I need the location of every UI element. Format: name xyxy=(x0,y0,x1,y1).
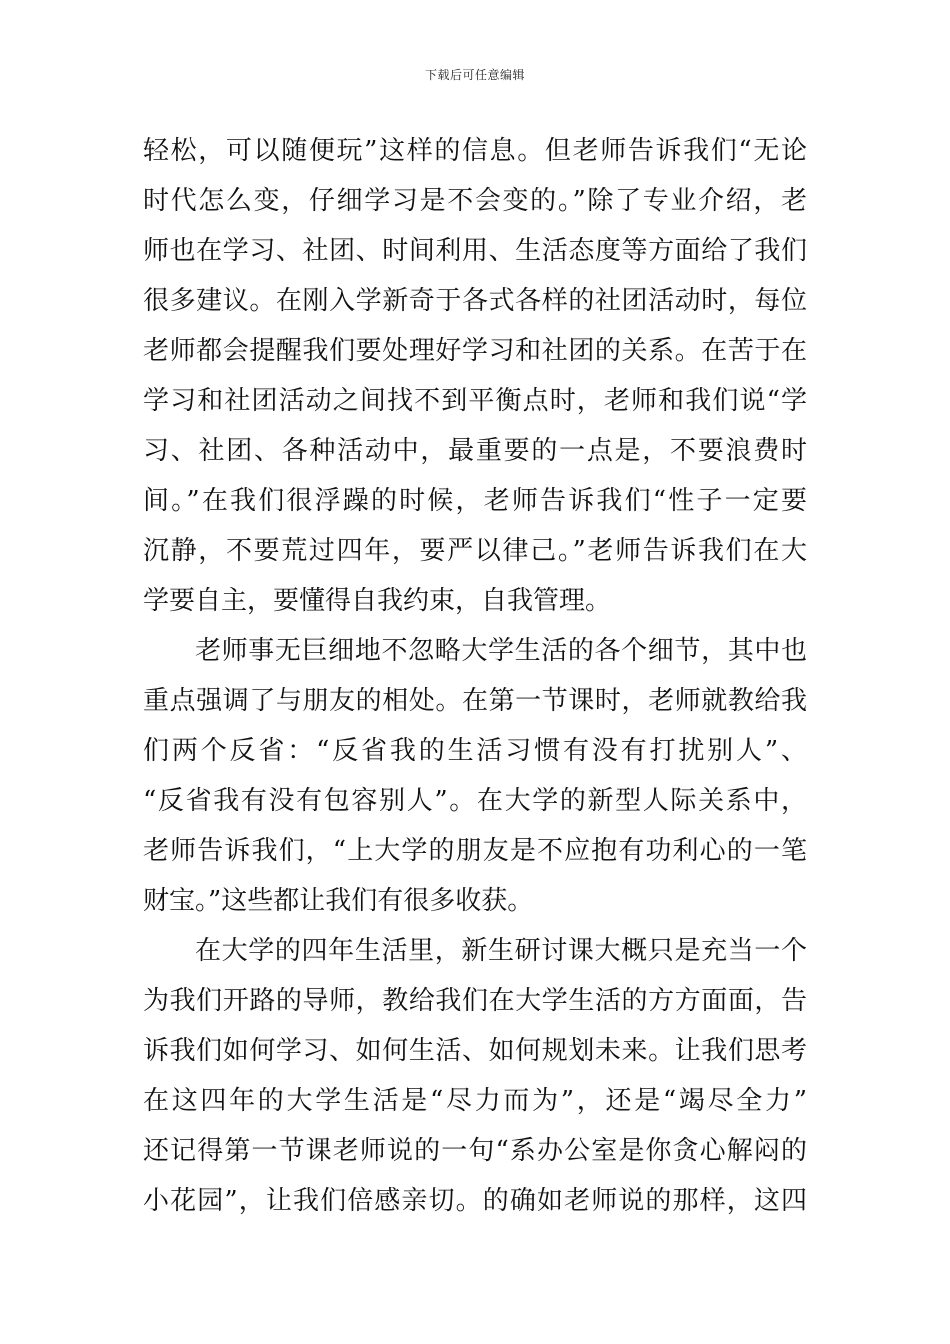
text-line: 还记得第一节课老师说的一句“系办公室是你贪心解闷的 xyxy=(143,1136,807,1166)
text-line: 时代怎么变，仔细学习是不会变的。”除了专业介绍，老 xyxy=(143,186,807,216)
paragraph-2 xyxy=(143,626,807,926)
text-line: 们两个反省：“反省我的生活习惯有没有打扰别人”、 xyxy=(143,736,807,766)
text-line: 老师事无巨细地不忽略大学生活的各个细节，其中也 xyxy=(195,636,807,666)
text-line: 习、社团、各种活动中，最重要的一点是，不要浪费时 xyxy=(143,436,807,466)
text-line: 学要自主，要懂得自我约束，自我管理。 xyxy=(143,586,612,616)
text-line: 学习和社团活动之间找不到平衡点时，老师和我们说“学 xyxy=(143,386,807,416)
text-line: 为我们开路的导师，教给我们在大学生活的方方面面，告 xyxy=(143,986,807,1016)
page-header: 下载后可任意编辑 xyxy=(424,68,525,82)
text-line: 在这四年的大学生活是“尽力而为”，还是“竭尽全力” xyxy=(143,1086,807,1116)
text-line: 财宝。”这些都让我们有很多收获。 xyxy=(143,886,534,916)
text-line: 沉静，不要荒过四年，要严以律己。”老师告诉我们在大 xyxy=(143,536,807,566)
text-line: 老师告诉我们，“上大学的朋友是不应抱有功利心的一笔 xyxy=(143,836,807,866)
text-line: 重点强调了与朋友的相处。在第一节课时，老师就教给我 xyxy=(143,686,807,716)
text-line: 小花园”，让我们倍感亲切。的确如老师说的那样，这四 xyxy=(143,1186,807,1216)
paragraph-1 xyxy=(143,126,807,626)
text-line: “反省我有没有包容别人”。在大学的新型人际关系中， xyxy=(143,786,807,816)
text-line: 师也在学习、社团、时间利用、生活态度等方面给了我们 xyxy=(143,236,807,266)
text-line: 在大学的四年生活里，新生研讨课大概只是充当一个 xyxy=(195,936,807,966)
document-body xyxy=(143,126,807,1226)
text-line: 很多建议。在刚入学新奇于各式各样的社团活动时，每位 xyxy=(143,286,807,316)
text-line: 轻松，可以随便玩”这样的信息。但老师告诉我们“无论 xyxy=(143,136,807,166)
text-line: 诉我们如何学习、如何生活、如何规划未来。让我们思考 xyxy=(143,1036,807,1066)
text-line: 老师都会提醒我们要处理好学习和社团的关系。在苦于在 xyxy=(143,336,807,366)
paragraph-3 xyxy=(143,926,807,1226)
text-line: 间。”在我们很浮躁的时候，老师告诉我们“性子一定要 xyxy=(143,486,807,516)
